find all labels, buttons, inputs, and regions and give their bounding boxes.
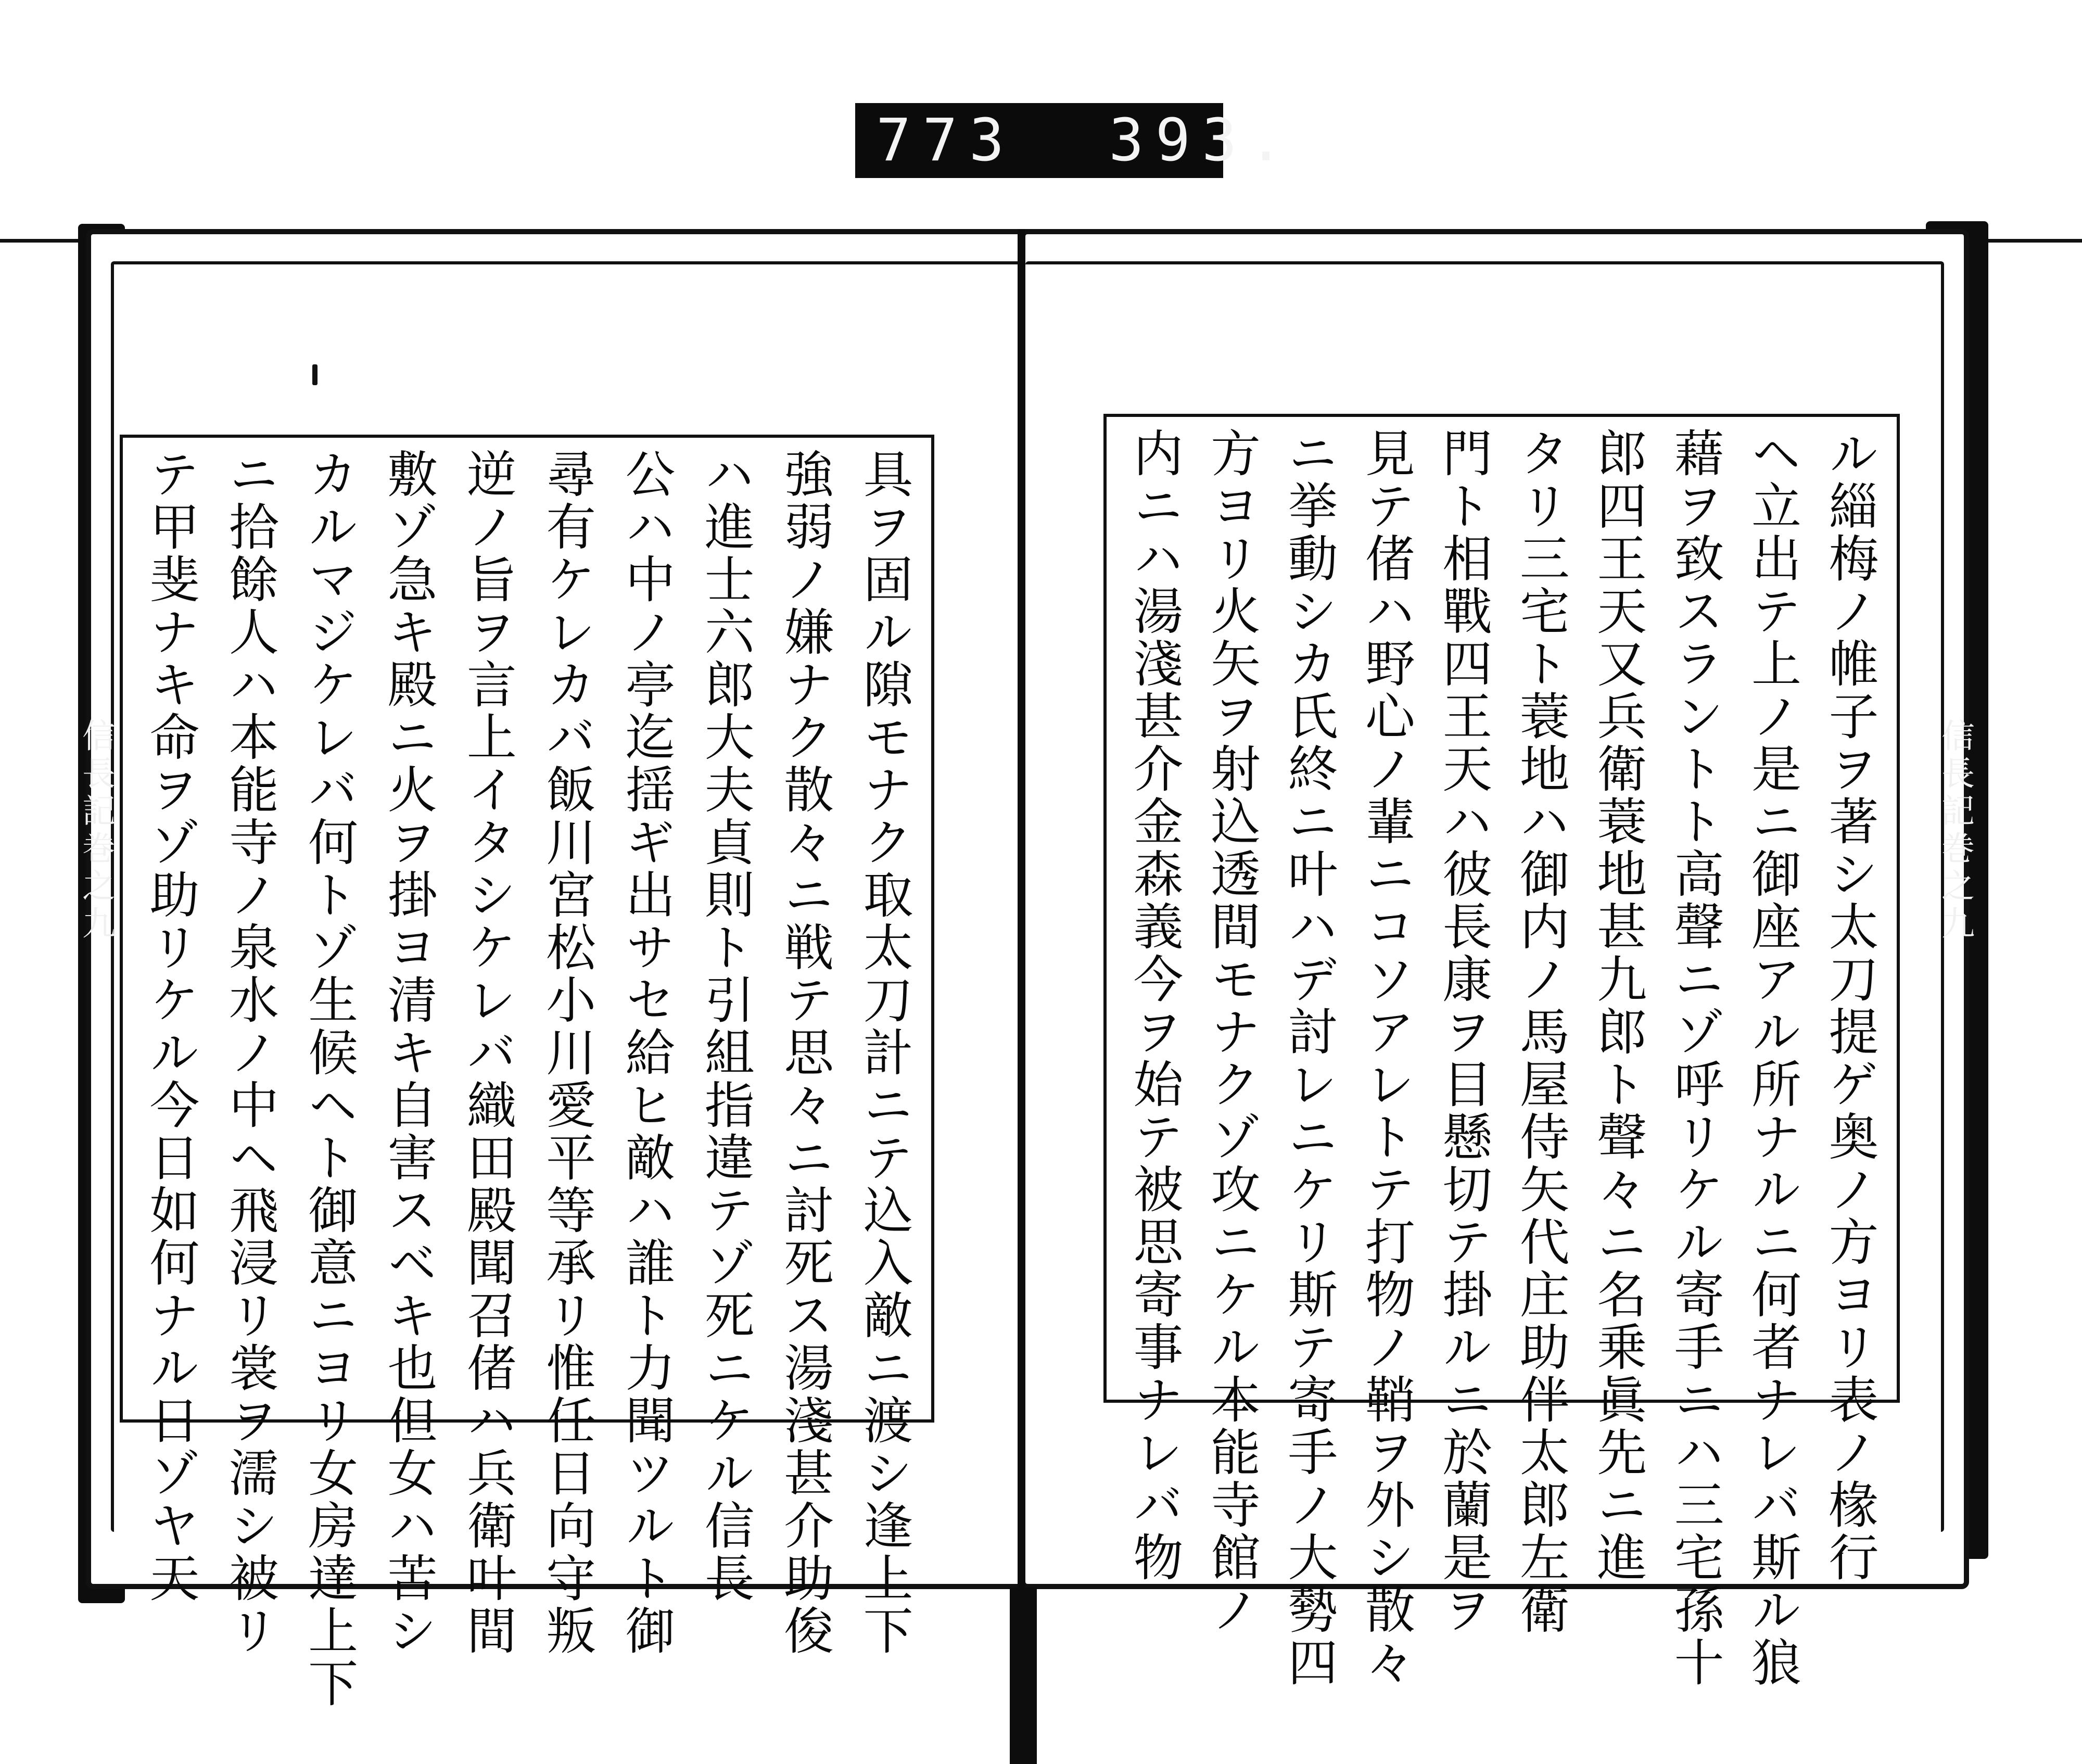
text-column: 方ヨリ火矢ヲ射込透間モナクゾ攻ニケル本能寺館ノ xyxy=(1202,427,1261,1636)
text-column: テ甲斐ナキ命ヲゾ助リケル今日如何ナル日ゾヤ天 xyxy=(142,448,200,1605)
text-column: 門ト相戰四王天ハ彼長康ヲ目懸切テ掛ルニ於蘭是ヲ xyxy=(1434,427,1493,1636)
left-columns xyxy=(138,448,916,1710)
right-edge-label: 信長記巻之九 xyxy=(1936,718,1974,943)
text-column: 公ハ中ノ亭迄揺ギ出サセ給ヒ敵ハ誰ト力聞ツルト御 xyxy=(617,448,676,1657)
text-column: カルマジケレバ何トゾ生候ヘト御意ニヨリ女房達上下 xyxy=(300,448,359,1710)
text-column: ヘ立出テ上ノ是ニ御座アル所ナルニ何者ナレバ斯ル狼 xyxy=(1743,427,1802,1689)
text-column: 郎四王天又兵衛蓑地甚九郎ト聲々ニ名乗眞先ニ進 xyxy=(1589,427,1647,1584)
frame-number-stamp xyxy=(855,103,1295,178)
text-column: 逆ノ旨ヲ言上イタシケレバ織田殿聞召偖ハ兵衛叶間 xyxy=(459,448,517,1657)
stamp-left-number: 773 xyxy=(876,107,1016,174)
text-column: 敷ゾ急キ殿ニ火ヲ掛ヨ清キ自害スベキ也但女ハ苦シ xyxy=(379,448,438,1657)
text-column: タリ三宅ト蓑地ハ御内ノ馬屋侍矢代庄助伴太郎左衛 xyxy=(1512,427,1570,1636)
ink-mark xyxy=(312,364,318,385)
right-text-panel xyxy=(1103,414,1900,1689)
text-column: 内ニハ湯淺甚介金森義今ヲ始テ被思寄事ナレバ物 xyxy=(1125,427,1184,1584)
text-column: 具ヲ固ル隙モナク取太刀計ニテ込入敵ニ渡シ逢上下 xyxy=(855,448,913,1657)
text-column: ニ挙動シカ氏終ニ叶ハデ討レニケリ斯テ寄手ノ大勢四 xyxy=(1279,427,1338,1689)
text-column: 見テ偖ハ野心ノ輩ニコソアレトテ打物ノ鞘ヲ外シ散々 xyxy=(1357,427,1416,1689)
text-column: ニ拾餘人ハ本能寺ノ泉水ノ中ヘ飛浸リ裳ヲ濡シ被リ xyxy=(221,448,280,1657)
text-column: 尋有ケレカバ飯川宮松小川愛平等承リ惟任日向守叛 xyxy=(538,448,596,1657)
gutter-tail xyxy=(1010,1588,1037,1764)
text-column: ル緇梅ノ帷子ヲ著シ太刀提ゲ奥ノ方ヨリ表ノ椽行 xyxy=(1820,427,1879,1584)
text-column: ハ進士六郎大夫貞則ト引組指違テゾ死ニケル信長 xyxy=(696,448,755,1605)
center-gutter xyxy=(1018,229,1025,1764)
text-column: 強弱ノ嫌ナク散々ニ戦テ思々ニ討死ス湯淺甚介助俊 xyxy=(776,448,834,1657)
text-column: 藉ヲ致スラントト高聲ニゾ呼リケル寄手ニハ三宅孫十 xyxy=(1666,427,1725,1689)
stamp-right-number: 393. xyxy=(1109,107,1295,174)
left-text-panel xyxy=(120,435,934,1710)
left-edge-label: 信長記巻之九 xyxy=(77,718,115,943)
right-columns xyxy=(1122,427,1881,1689)
